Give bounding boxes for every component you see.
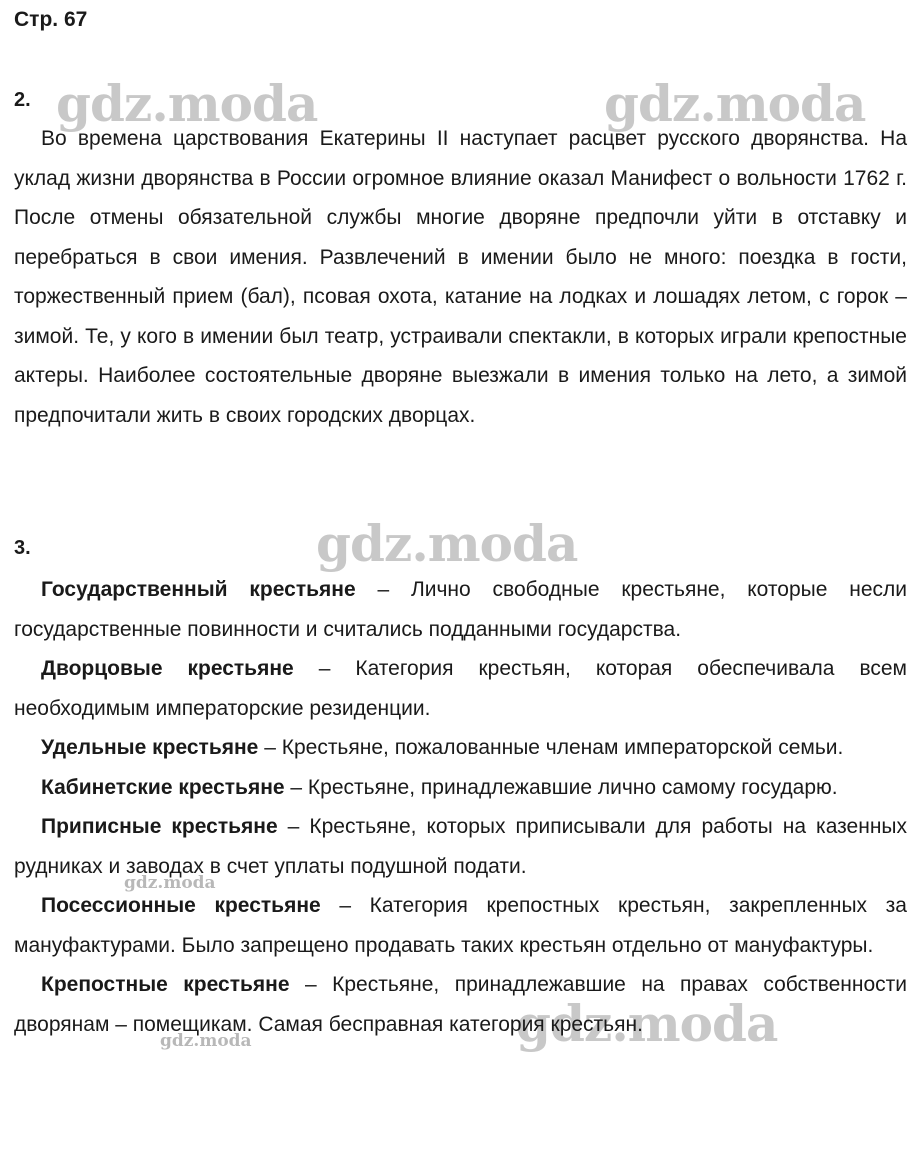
definition-item <box>14 768 907 808</box>
definition-item <box>14 965 907 1044</box>
page-number: Стр. 67 <box>14 8 88 31</box>
definition-item <box>14 807 907 886</box>
definition-term: Кабинетские крестьяне <box>41 775 285 799</box>
task-2-text <box>14 119 907 435</box>
definition-term: Крепостные крестьяне <box>41 973 290 996</box>
definition-term: Удельные крестьяне <box>41 736 259 759</box>
definition-term: Государственный крестьяне <box>41 578 356 601</box>
definition-text: – Крестьяне, пожалованные членам императорской семьи. <box>258 736 844 759</box>
definition-text: – Крестьяне, принадлежавшие на правах собственности дворянам – помещикам. Самая бесправная категория крестьян. <box>14 973 907 1036</box>
definition-item <box>14 886 907 965</box>
watermark: gdz.moda <box>516 994 778 1053</box>
task-number-2: 2. <box>14 89 31 111</box>
watermark: gdz.moda <box>56 74 318 133</box>
watermark: gdz.moda <box>604 74 866 133</box>
task-number-3: 3. <box>14 537 31 559</box>
definition-text: – Крестьяне, которых приписывали для работы на казенных рудниках и заводах в счет уплаты подушной подати. <box>14 815 908 878</box>
definition-term: Дворцовые крестьяне <box>41 657 294 680</box>
definition-item <box>14 728 907 768</box>
watermark: gdz.moda <box>160 1031 252 1051</box>
task-2-paragraph: Во времена царствования Екатерины II наступает расцвет русского дворянства. На уклад жизни дворянства в России огромное влияние оказал Манифест о вольности 1762 г. После отмены обязательной службы многие дворяне предпочли уйти в отставку и перебраться в свои имения. Развлечений в имении было не много: поездка в гости, торжественный прием (бал), псовая охота, катание на лодках и лошадях летом, с горок – зимой. Те, у кого в имении был театр, устраивали спектакли, в которых играли крепостные актеры. Наиболее состоятельные дворяне выезжали в имения только на лето, а зимой предпочитали жить в своих городских дворцах. <box>14 127 907 427</box>
watermark: gdz.moda <box>124 873 216 893</box>
definition-term: Посессионные крестьяне <box>41 894 321 917</box>
definition-item <box>14 570 907 649</box>
definition-text: – Крестьяне, принадлежавшие лично самому государю. <box>284 775 838 799</box>
definition-text: – Категория крепостных крестьян, закрепленных за мануфактурами. Было запрещено продавать таких крестьян отдельно от мануфактуры. <box>14 894 907 957</box>
definition-text: – Лично свободные крестьяне, которые несли государственные повинности и считались подданными государства. <box>14 578 908 641</box>
definition-term: Приписные крестьяне <box>41 815 278 838</box>
definition-text: – Категория крестьян, которая обеспечивала всем необходимым императорские резиденции. <box>14 657 907 720</box>
peasant-categories-list <box>14 570 907 1044</box>
definition-item <box>14 649 907 728</box>
watermark: gdz.moda <box>316 514 578 573</box>
